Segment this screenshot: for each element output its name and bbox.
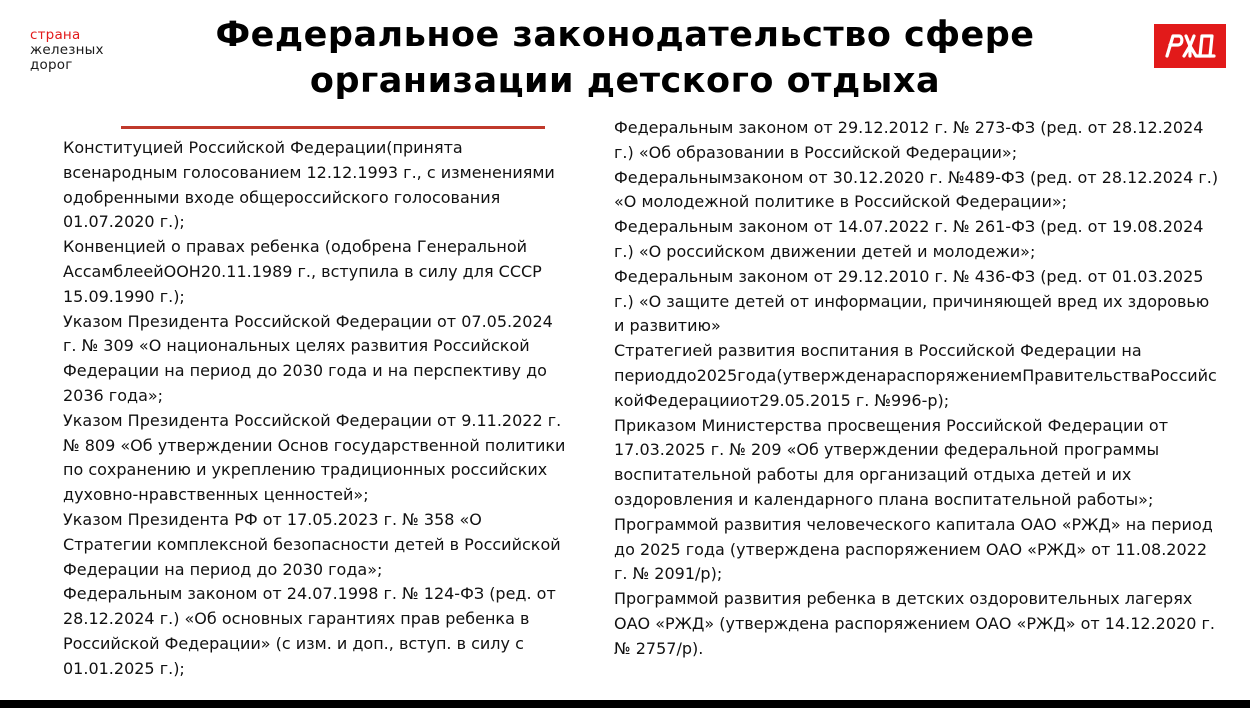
list-item: Приказом Министерства просвещения Российской Федерации от 17.03.2025 г. № 209 «Об утверждении федеральной программы воспитательной работы для организаций отдыха детей и их оздоровления и календарного плана воспитательной работы»; [614,415,1169,509]
bottom-bar [0,700,1250,708]
list-item: Конституцией Российской Федерации(принята всенародным голосованием 12.12.1993 г., с изменениями одобренными входе общероссийского голосования 01.07.2020 г.); [63,138,555,232]
brand-line-2: железных [30,42,104,58]
list-item: Федеральным законом от 29.12.2012 г. № 273-ФЗ (ред. от 28.12.2024 г.) «Об образовании в Российской Федерации»; [614,118,1204,162]
rzd-logo-graphic [1154,24,1226,68]
brand-line-3: дорог [30,57,73,73]
list-item: Указом Президента Российской Федерации от 9.11.2022 г. № 809 «Об утверждении Основ государственной политики по сохранению и укреплению традиционных российских духовно-нравственных ценностей»; [63,410,566,505]
list-item: Федеральным законом от 14.07.2022 г. № 261-ФЗ (ред. от 19.08.2024 г.) «О российском движении детей и молодежи»; [614,217,1204,261]
list-item: Федеральнымзаконом от 30.12.2020 г. №489-ФЗ (ред. от 28.12.2024 г.) «О молодежной политике в Российской Федерации»; [614,167,1219,212]
left-column [63,136,569,682]
list-item: Программой развития человеческого капитала ОАО «РЖД» на период до 2025 года (утверждена распоряжением ОАО «РЖД» от 11.08.2022 г. № 2091/р); [614,514,1213,584]
title-line-2: организации детского отдыха [309,61,941,101]
title-line-1: Федеральное законодательство сфере [215,15,1035,55]
right-column [614,116,1224,662]
page-title [150,12,1100,104]
title-divider [121,126,545,129]
list-item: Конвенцией о правах ребенка (одобрена Генеральной АссамблеейООН20.11.1989 г., вступила в силу для СССР 15.09.1990 г.); [63,237,542,306]
list-item: Указом Президента РФ от 17.05.2023 г. № 358 «О Стратегии комплексной безопасности детей в Российской Федерации на период до 2030 года»; [63,509,561,579]
list-item: Федеральным законом от 24.07.1998 г. № 124-ФЗ (ред. от 28.12.2024 г.) «Об основных гарантиях прав ребенка в Российской Федерации» (с изм. и доп., вступ. в силу с 01.01.2025 г.); [63,584,556,678]
list-item: Указом Президента Российской Федерации от 07.05.2024 г. № 309 «О национальных целях развития Российской Федерации на период до 2030 года и на перспективу до 2036 года»; [63,311,553,405]
brand-logo-text [30,28,104,73]
list-item: Федеральным законом от 29.12.2010 г. № 436-ФЗ (ред. от 01.03.2025 г.) «О защите детей от информации, причиняющей вред их здоровью и развитию» [614,266,1210,336]
brand-line-1: страна [30,27,81,43]
rzd-logo-icon [1154,24,1226,68]
list-item: Стратегией развития воспитания в Российской Федерации на периоддо2025года(утвержденараспоряжениемПравительстваРоссийскойФедерацииот29.05.2015 г. №996-р); [614,341,1217,410]
list-item: Программой развития ребенка в детских оздоровительных лагерях ОАО «РЖД» (утверждена распоряжением ОАО «РЖД» от 14.12.2020 г. № 2757/р). [614,589,1215,658]
